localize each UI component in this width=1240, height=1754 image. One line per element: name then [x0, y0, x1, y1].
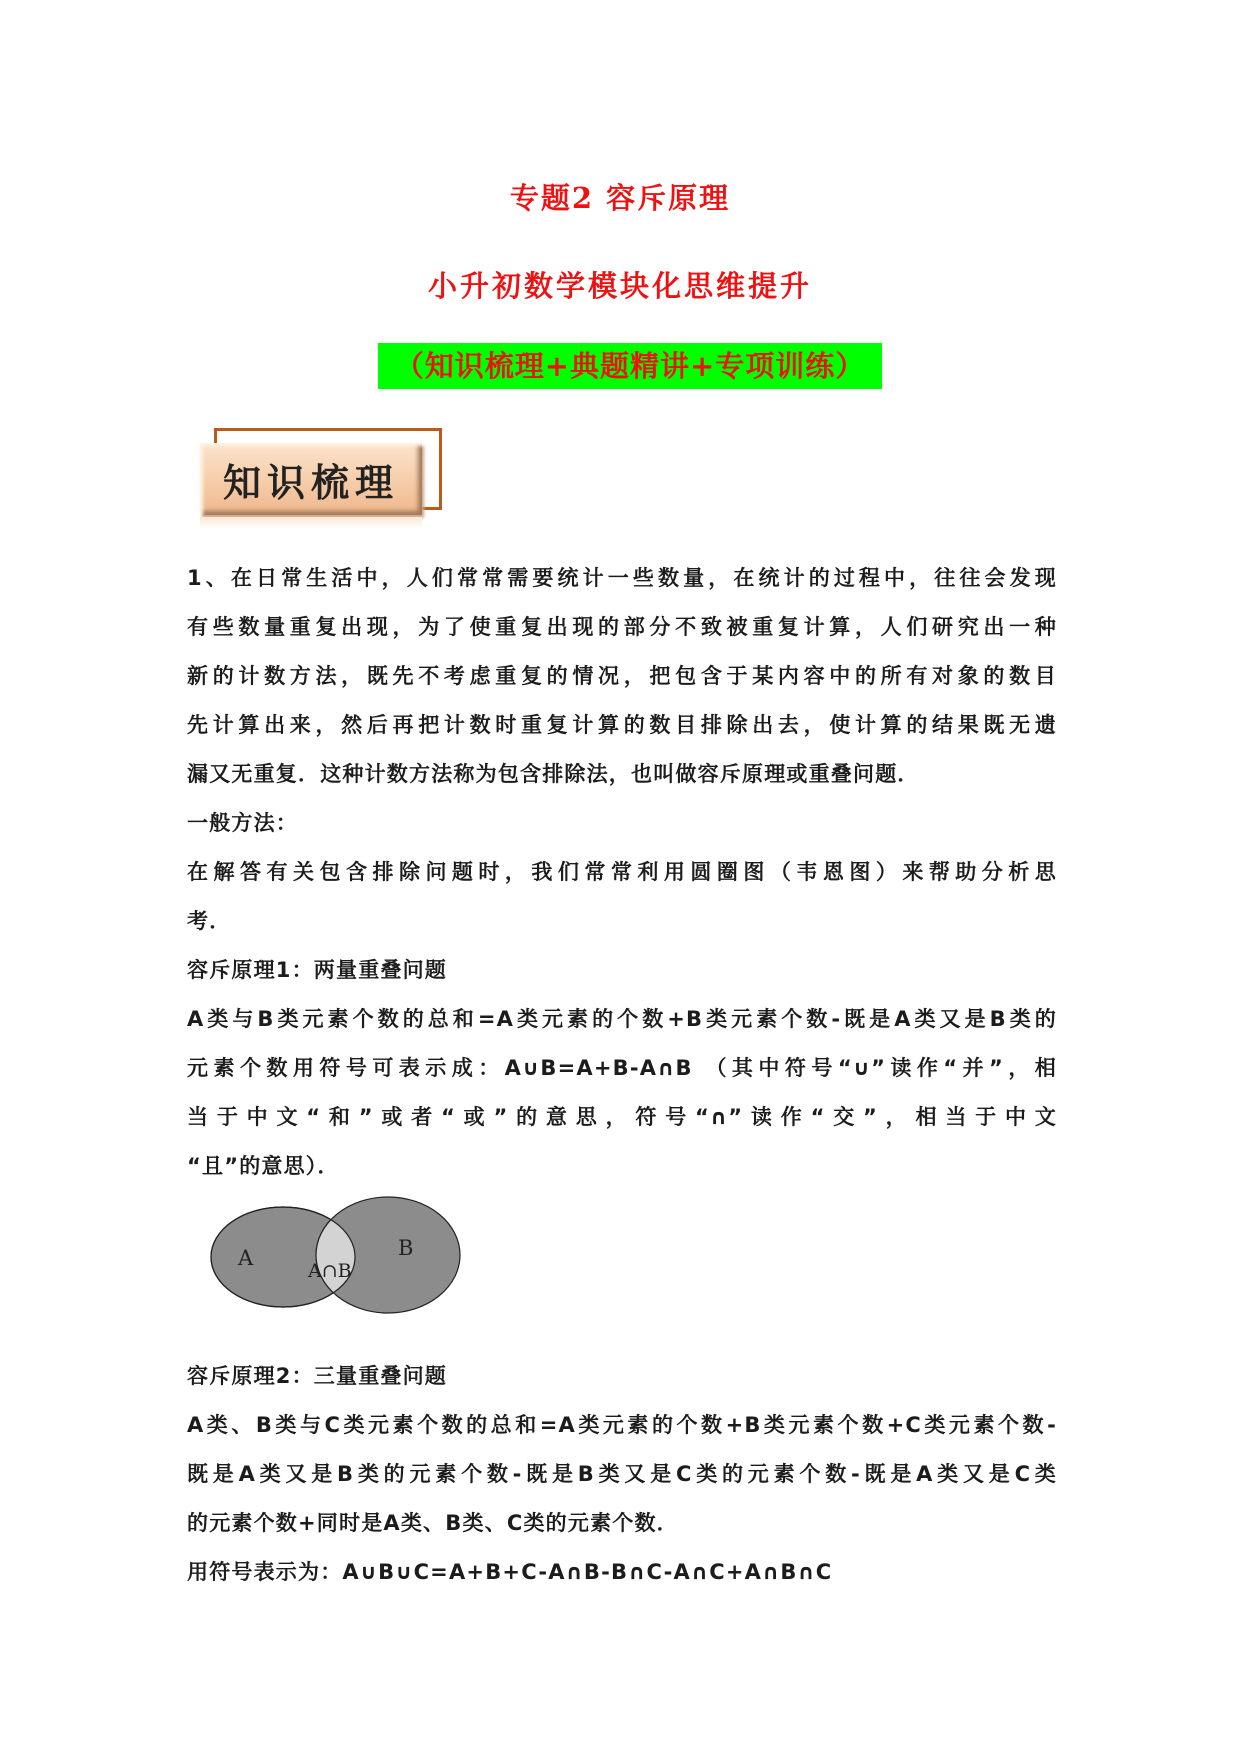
venn-diagram [198, 1195, 468, 1335]
banner-container [0, 343, 1240, 389]
text-line: 元素个数用符号可表示成：A∪B=A+B-A∩B （其中符号“∪”读作“并”，相 [187, 1056, 1057, 1080]
label-intersection: A∩B [308, 1260, 352, 1282]
text-line: 考． [187, 909, 232, 933]
principle2-heading: 容斥原理2：三量重叠问题 [187, 1364, 448, 1388]
text-line: 有些数量重复出现，为了使重复出现的部分不致被重复计算，人们研究出一种 [187, 615, 1057, 639]
section-banner: （知识梳理+典题精讲+专项训练） [378, 343, 882, 389]
text-line: “且”的意思）． [187, 1154, 340, 1178]
text-line: 既是A类又是B类的元素个数-既是B类又是C类的元素个数-既是A类又是C类 [187, 1462, 1057, 1486]
text-line: A类与B类元素个数的总和=A类元素的个数+B类元素个数-既是A类又是B类的 [187, 1007, 1057, 1031]
text-line: 漏又无重复．这种计数方法称为包含排除法，也叫做容斥原理或重叠问题． [187, 762, 920, 786]
text-line: 的元素个数+同时是A类、B类、C类的元素个数． [187, 1511, 679, 1535]
section-label-knowledge: 知识梳理 [200, 443, 422, 515]
principle1-heading: 容斥原理1：两量重叠问题 [187, 958, 448, 982]
label-a: A [238, 1246, 254, 1270]
text-line: 在解答有关包含排除问题时，我们常常利用圆圈图（韦恩图）来帮助分析思 [187, 860, 1057, 884]
document-title: 专题2 容斥原理 [509, 181, 731, 215]
intro-paragraph [187, 554, 1057, 1191]
section-label-reflection [200, 517, 422, 529]
principle2-paragraph [187, 1352, 1057, 1597]
label-b: B [398, 1236, 414, 1260]
document-subtitle: 小升初数学模块化思维提升 [427, 269, 812, 303]
text-line: 用符号表示为：A∪B∪C=A+B+C-A∩B-B∩C-A∩C+A∩B∩C [187, 1560, 833, 1584]
text-line: 1、在日常生活中，人们常常需要统计一些数量，在统计的过程中，往往会发现 [187, 566, 1057, 590]
text-line: 新的计数方法，既先不考虑重复的情况，把包含于某内容中的所有对象的数目 [187, 664, 1057, 688]
text-line: A类、B类与C类元素个数的总和=A类元素的个数+B类元素个数+C类元素个数- [187, 1413, 1057, 1437]
text-line: 当于中文“和”或者“或”的意思，符号“∩”读作“交”，相当于中文 [187, 1105, 1057, 1129]
method-heading: 一般方法： [187, 811, 298, 835]
text-line: 先计算出来，然后再把计数时重复计算的数目排除出去，使计算的结果既无遗 [187, 713, 1057, 737]
